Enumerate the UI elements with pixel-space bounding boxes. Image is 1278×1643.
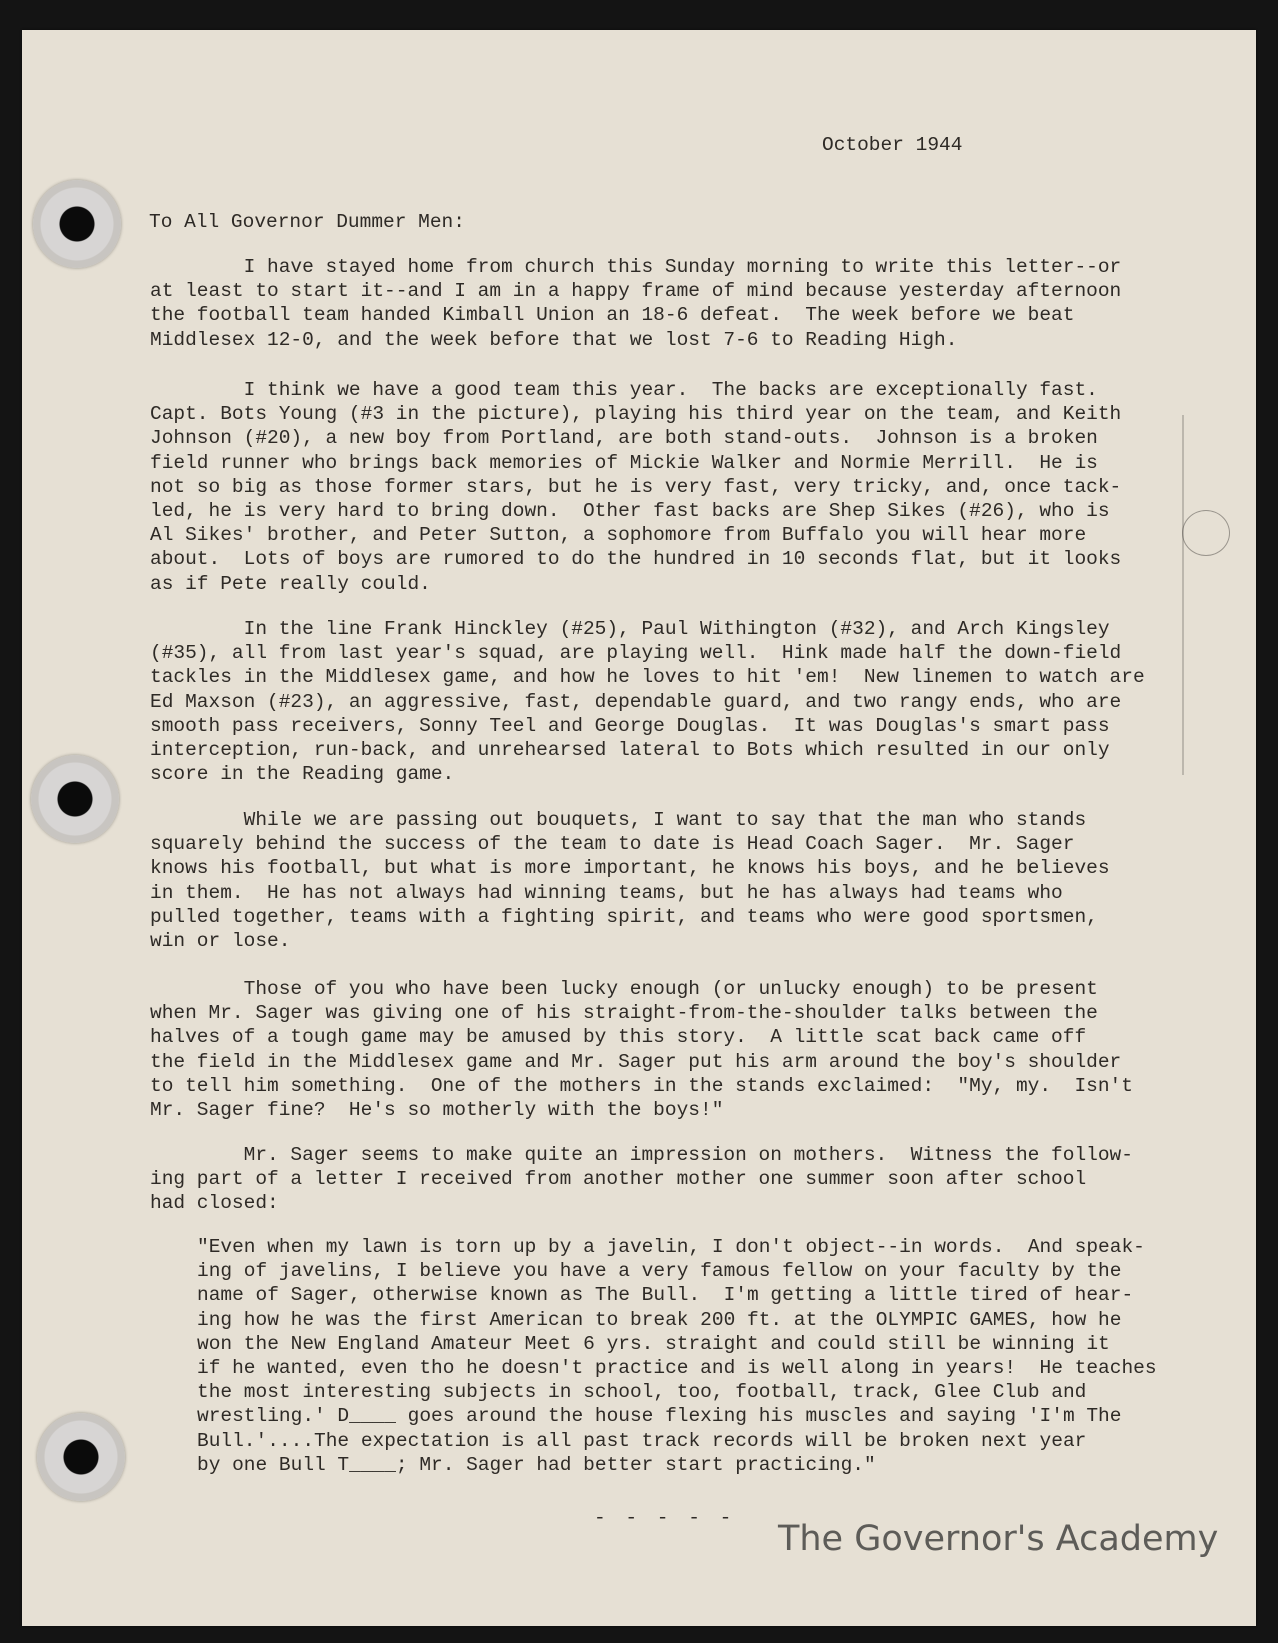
archive-watermark: The Governor's Academy <box>778 1519 1219 1559</box>
binder-hole-top <box>33 180 121 268</box>
section-separator: - - - - - <box>594 1507 736 1529</box>
paragraph-1: I have stayed home from church this Sunday morning to write this letter--or at least to start it--and I am in a happy frame of mind because yesterday afternoon the football team handed Kimball Union an 18-6 defeat. The week before we beat Middlesex 12-0, and the week before that we lost 7-6 to Reading High. <box>150 256 1122 351</box>
letter-date: October 1944 <box>822 134 963 156</box>
letter-salutation: To All Governor Dummer Men: <box>149 211 465 233</box>
paragraph-4: While we are passing out bouquets, I want to say that the man who stands squarely behind the success of the team to date is Head Coach Sager. Mr. Sager knows his football, but what is more important, he knows his boys, and he believes in them. He has not always had winning teams, but he has always had teams who pulled together, teams with a fighting spirit, and teams who were good sportsmen, win or lose. <box>150 809 1110 953</box>
paragraph-3: In the line Frank Hinckley (#25), Paul Withington (#32), and Arch Kingsley (#35), all from last year's squad, are playing well. Hink made half the down-field tackles in the Middlesex game, and how he loves to hit 'em! New linemen to watch are Ed Maxson (#23), an aggressive, fast, dependable guard, and two rangy ends, who are smooth pass receivers, Sonny Teel and George Douglas. It was Douglas's smart pass interception, run-back, and unrehearsed lateral to Bots which resulted in our only score in the Reading game. <box>150 618 1145 786</box>
paragraph-6: Mr. Sager seems to make quite an impression on mothers. Witness the follow- ing part of a letter I received from another mother one summer soon after school had closed: <box>150 1144 1133 1215</box>
paragraph-5: Those of you who have been lucky enough (or unlucky enough) to be present when Mr. Sager was giving one of his straight-from-the-shoulder talks between the halves of a tough game may be amused by this story. A little scat back came off the field in the Middlesex game and Mr. Sager put his arm around the boy's shoulder to tell him something. One of the mothers in the stands exclaimed: "My, my. Isn't Mr. Sager fine? He's so motherly with the boys!" <box>150 978 1133 1122</box>
letter-page <box>22 30 1256 1626</box>
binder-hole-bottom <box>37 1413 125 1501</box>
paragraph-2: I think we have a good team this year. The backs are exceptionally fast. Capt. Bots Young (#3 in the picture), playing his third year on the team, and Keith Johnson (#20), a new boy from Portland, are both stand-outs. Johnson is a broken field runner who brings back memories of Mickie Walker and Normie Merrill. He is not so big as those former stars, but he is very fast, very tricky, and, once tack- led, he is very hard to bring down. Other fast backs are Shep Sikes (#26), who is Al Sikes' brother, and Peter Sutton, a sophomore from Buffalo you will hear more about. Lots of boys are rumored to do the hundred in 10 seconds flat, but it looks as if Pete really could. <box>150 379 1122 595</box>
binder-hole-middle <box>31 755 119 843</box>
quoted-letter: "Even when my lawn is torn up by a javelin, I don't object--in words. And speak- ing of javelins, I believe you have a very famous fellow on your faculty by the name of Sager, otherwise known as The Bull. I'm getting a little tired of hear- ing how he was the first American to break 200 ft. at the OLYMPIC GAMES, how he won the New England Amateur Meet 6 yrs. straight and could still be winning it if he wanted, even tho he doesn't practice and is well along in years! He teaches the most interesting subjects in school, too, football, track, Glee Club and wrestling.' D____ goes around the house flexing his muscles and saying 'I'm The Bull.'....The expectation is all past track records will be broken next year by one Bull T____; Mr. Sager had better start practicing." <box>197 1236 1157 1476</box>
